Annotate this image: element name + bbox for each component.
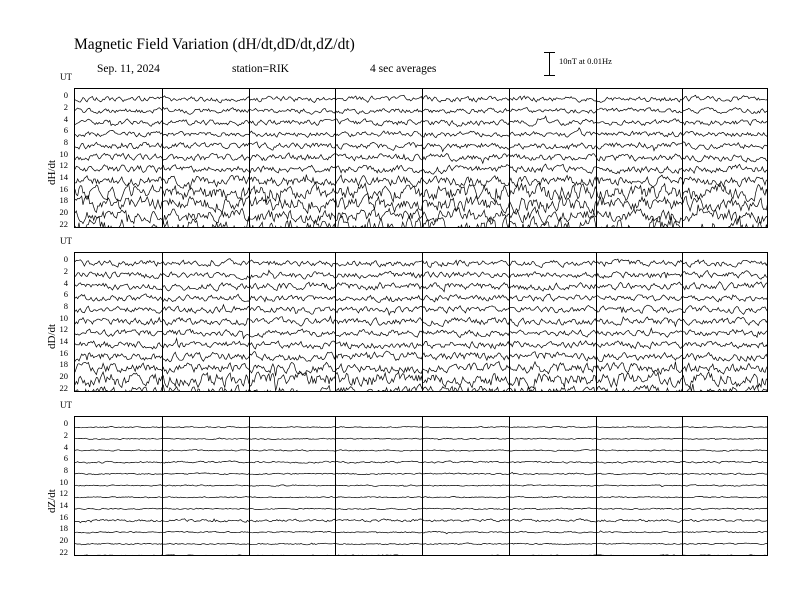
hour-label: 12 — [59, 160, 68, 171]
hour-label: 20 — [59, 534, 68, 545]
hour-label: 22 — [59, 382, 68, 393]
trace-ut-0 — [75, 95, 768, 103]
hour-label: 2 — [63, 265, 68, 276]
hour-label: 12 — [59, 324, 68, 335]
hour-label: 4 — [63, 441, 68, 452]
trace-ut-6 — [75, 128, 768, 138]
trace-group — [75, 417, 768, 556]
trace-ut-18 — [75, 531, 768, 534]
trace-ut-14 — [75, 175, 768, 190]
hour-label: 2 — [63, 429, 68, 440]
hour-label: 20 — [59, 206, 68, 217]
scale-bar-label: 10nT at 0.01Hz — [559, 56, 612, 66]
trace-ut-12 — [75, 496, 768, 498]
trace-ut-10 — [75, 485, 768, 487]
trace-ut-14 — [75, 339, 768, 350]
trace-ut-12 — [75, 164, 768, 174]
hour-label: 10 — [59, 312, 68, 323]
trace-ut-4 — [75, 116, 768, 126]
panel-dzdt — [74, 416, 768, 556]
trace-ut-10 — [75, 316, 768, 326]
hour-label: 6 — [63, 453, 68, 464]
trace-ut-0 — [75, 259, 768, 268]
hour-label: 0 — [63, 418, 68, 429]
chart-date: Sep. 11, 2024 — [97, 63, 160, 75]
hour-label: 18 — [59, 359, 68, 370]
hour-label: 10 — [59, 148, 68, 159]
panel-dhdt — [74, 88, 768, 228]
ut-label-panel1: UT — [60, 72, 72, 82]
ut-label-panel3: UT — [60, 400, 72, 410]
trace-ut-22 — [75, 555, 768, 556]
trace-ut-20 — [75, 543, 768, 545]
trace-ut-6 — [75, 461, 768, 464]
trace-ut-16 — [75, 351, 768, 362]
trace-group — [75, 253, 768, 392]
trace-ut-8 — [75, 472, 768, 474]
hour-label: 14 — [59, 499, 68, 510]
trace-ut-8 — [75, 305, 768, 315]
axis-title-dzdt: dZ/dt — [46, 489, 58, 513]
scale-bar-icon — [543, 52, 557, 76]
hour-label: 16 — [59, 347, 68, 358]
trace-ut-0 — [75, 426, 768, 428]
trace-ut-18 — [75, 194, 768, 214]
hour-label: 2 — [63, 101, 68, 112]
hour-label: 10 — [59, 476, 68, 487]
hour-label: 0 — [63, 254, 68, 265]
trace-ut-8 — [75, 142, 768, 152]
trace-ut-4 — [75, 282, 768, 292]
hour-label: 14 — [59, 335, 68, 346]
page-title: Magnetic Field Variation (dH/dt,dD/dt,dZ/dt) — [74, 36, 355, 53]
hour-label: 8 — [63, 464, 68, 475]
hour-label: 20 — [59, 370, 68, 381]
ut-label-panel2: UT — [60, 236, 72, 246]
hour-label: 0 — [63, 90, 68, 101]
trace-ut-12 — [75, 328, 768, 338]
axis-title-dhdt: dH/dt — [46, 159, 58, 185]
trace-ut-14 — [75, 508, 768, 510]
hour-label: 6 — [63, 125, 68, 136]
trace-ut-10 — [75, 153, 768, 163]
hour-label: 16 — [59, 183, 68, 194]
hour-label: 18 — [59, 195, 68, 206]
trace-ut-16 — [75, 519, 768, 523]
trace-ut-2 — [75, 108, 768, 115]
panel-dddt — [74, 252, 768, 392]
trace-ut-18 — [75, 362, 768, 377]
hour-label: 14 — [59, 171, 68, 182]
hour-label: 8 — [63, 300, 68, 311]
hour-label: 18 — [59, 523, 68, 534]
hour-label: 8 — [63, 136, 68, 147]
trace-ut-2 — [75, 270, 768, 279]
chart-averaging: 4 sec averages — [370, 63, 437, 75]
trace-ut-2 — [75, 438, 768, 440]
axis-title-dddt: dD/dt — [46, 323, 58, 349]
chart-station: station=RIK — [232, 63, 289, 75]
trace-ut-6 — [75, 294, 768, 303]
hour-label: 6 — [63, 289, 68, 300]
hour-label: 12 — [59, 488, 68, 499]
hour-label: 22 — [59, 546, 68, 557]
hour-label: 22 — [59, 218, 68, 229]
trace-group — [75, 89, 768, 228]
trace-ut-4 — [75, 450, 768, 452]
hour-label: 16 — [59, 511, 68, 522]
hour-label: 4 — [63, 277, 68, 288]
hour-label: 4 — [63, 113, 68, 124]
